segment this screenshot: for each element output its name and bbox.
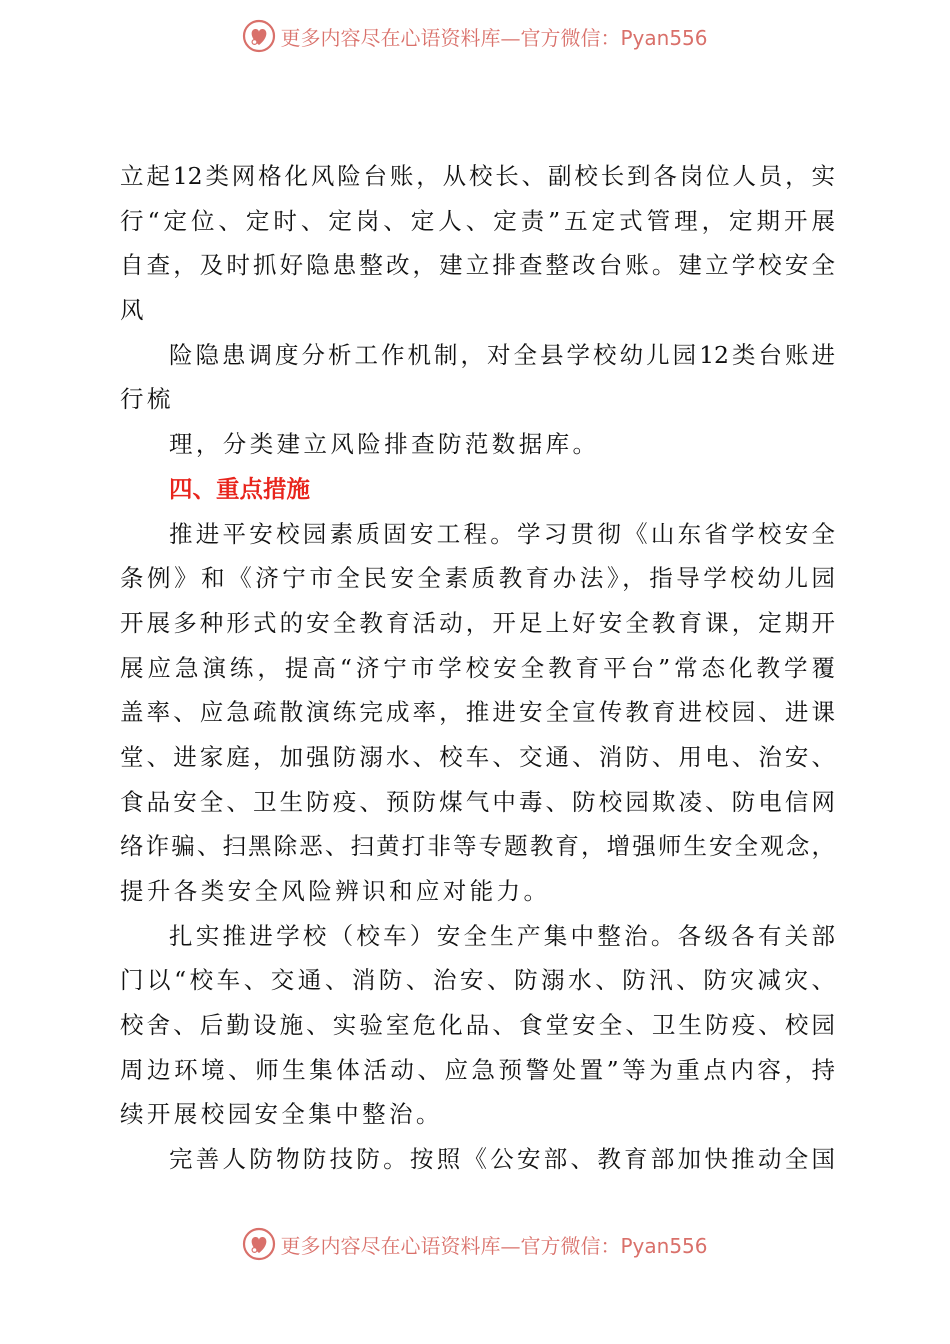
text-line: 自查，及时抓好隐患整改，建立排查整改台账。建立学校安全: [120, 251, 835, 280]
header-watermark-banner: [0, 16, 950, 56]
heart-logo-icon: [242, 1227, 276, 1261]
text-line: 展应急演练，提高“济宁市学校安全教育平台”常态化教学覆: [120, 653, 835, 682]
text-line: 完善人防物防技防。按照《公安部、教育部加快推动全国: [169, 1145, 835, 1174]
text-line: 理，分类建立风险排查防范数据库。: [169, 430, 600, 459]
text-line: 条例》和《济宁市全民安全素质教育办法》，指导学校幼儿园: [120, 564, 835, 593]
banner-text-cn: 更多内容尽在心语资料库—官方微信：: [280, 1233, 621, 1258]
text-line: 立起12类网格化风险台账，从校长、副校长到各岗位人员，实: [120, 162, 835, 190]
text-line: 扎实推进学校（校车）安全生产集中整治。各级各有关部: [169, 921, 835, 950]
text-line: 校舍、后勤设施、实验室危化品、食堂安全、卫生防疫、校园: [120, 1011, 835, 1040]
text-line: 开展多种形式的安全教育活动，开足上好安全教育课，定期开: [120, 608, 835, 637]
text-line: 推进平安校园素质固安工程。学习贯彻《山东省学校安全: [169, 519, 835, 548]
text-line: 盖率、应急疏散演练完成率，推进安全宣传教育进校园、进课: [120, 698, 835, 727]
text-line: 风: [120, 296, 147, 325]
section-heading: 四、重点措施: [169, 474, 310, 503]
text-line: 周边环境、师生集体活动、应急预警处置”等为重点内容，持: [120, 1055, 835, 1084]
text-line: 提升各类安全风险辨识和应对能力。: [120, 877, 551, 905]
text-line: 堂、进家庭，加强防溺水、校车、交通、消防、用电、治安、: [120, 742, 835, 771]
text-line: 续开展校园安全集中整治。: [120, 1100, 443, 1129]
text-line: 食品安全、卫生防疫、预防煤气中毒、防校园欺凌、防电信网: [120, 787, 835, 816]
text-line: 险隐患调度分析工作机制，对全县学校幼儿园12类台账进: [169, 340, 835, 369]
banner-text: [280, 22, 707, 51]
text-line: 行梳: [120, 385, 174, 414]
document-body: [120, 154, 835, 1182]
text-line: 门以“校车、交通、消防、治安、防溺水、防汛、防灾减灾、: [120, 966, 835, 995]
banner-text-cn: 更多内容尽在心语资料库—官方微信：: [280, 25, 621, 50]
heart-logo-icon: [242, 19, 276, 53]
banner-text: [280, 1230, 707, 1259]
banner-wechat-id: Pyan556: [620, 25, 708, 50]
banner-wechat-id: Pyan556: [620, 1233, 708, 1258]
footer-watermark-banner: [0, 1224, 950, 1264]
text-line: 行“定位、定时、定岗、定人、定责”五定式管理，定期开展: [120, 206, 835, 235]
text-line: 络诈骗、扫黑除恶、扫黄打非等专题教育，增强师生安全观念，: [120, 832, 835, 861]
